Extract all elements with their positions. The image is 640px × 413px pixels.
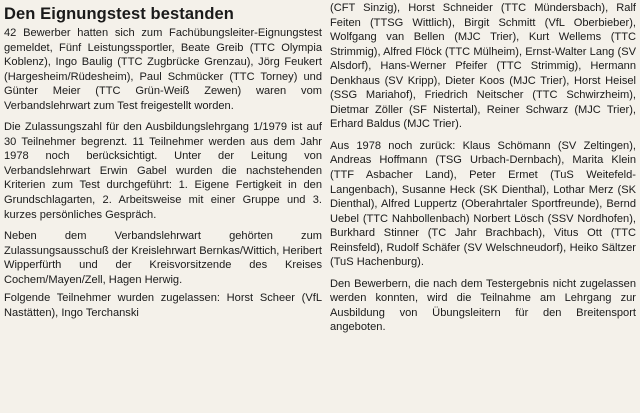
paragraph-from-1978: Aus 1978 noch zurück: Klaus Schömann (SV Zeltingen), Andreas Hoffmann (TSG Urbach-Dernbach), Marita Klein (TTF Asbacher Land), Peter Ermet (TuS Weitefeld-Langenbach), Susanne Heck (SK Dienthal), Lothar Merz (SK Dienthal), Alfred Luppertz (Oberahrtaler Sportfreunde), Bernd Uebel (TTC Nahbollenbach) Norbert Lösch (SSV Nordhofen), Burkhard Stinner (TC Jahr Brachbach), Vitus Ott (TTC Reinsfeld), Rudolf Schäfer (SV Welschneudorf), Heiko Sältzer (TuS Hachenburg). — [330, 139, 636, 269]
article-column-right — [330, 1, 636, 335]
article-column-left — [4, 26, 322, 320]
paragraph-closing: Den Bewerbern, die nach dem Testergebnis nicht zugelassen werden konnten, wird die Teilnahme am Lehrgang zur Ausbildung von Übungsleitern für den Breitensport angeboten. — [330, 277, 636, 334]
paragraph-applicants: 42 Bewerber hatten sich zum Fachübungsleiter-Eignungstest gemeldet, Fünf Leistungssportler, Beate Greib (TTC Olympia Koblenz), Ingo Baulig (TTC Zugbrücke Grenzau), Jörg Feukert (Hargesheim/Rüdesheim), Paul Schmücker (TTC Torney) und Günter Meier (TTC Grün-Weiß Zewen) waren vom Verbandslehrwart zum Test freigestellt worden. — [4, 27, 322, 112]
paragraph-admitted-start: Folgende Teilnehmer wurden zugelassen: Horst Scheer (VfL Nastätten), Ingo Terchanski — [4, 292, 322, 319]
paragraph-admission-criteria: Die Zulassungszahl für den Ausbildungslehrgang 1/1979 ist auf 30 Teilnehmer begrenzt. 11 Teilnehmer werden aus dem Jahr 1978 noch berücksichtigt. Unter der Leitung von Verbandslehrwart Erwin Gabel wurden die nachstehenden Kriterien zum Test durchgeführt: 1. Eigene Fertigkeit in den Grundschlagarten, 2. Arbeitsweise mit einer Gruppe und 3. kurzes persönliches Gespräch. — [4, 121, 322, 221]
paragraph-committee: Neben dem Verbandslehrwart gehörten zum Zulassungsausschuß der Kreislehrwart Bernkas/Wittich, Heribert Wipperfürth und der Kreisvorsitzende des Kreises Cochem/Mayen/Zell, Hagen Herwig. — [4, 230, 322, 286]
paragraph-admitted-list: (CFT Sinzig), Horst Schneider (TTC Mündersbach), Ralf Feiten (TTSG Wittlich), Birgit Schmitt (VfL Oberbieber), Wolfgang van Bellen (MJC Trier), Kurt Wellems (TTC Strimmig), Alfred Flöck (TTC Mülheim), Ernst-Walter Lang (SV Alsdorf), Hans-Werner Pfeifer (TTC Strimmig), Hermann Denkhaus (SV Kripp), Dieter Koos (MJC Trier), Horst Heisel (SSG Mariahof), Friedrich Neitscher (TTC Schwirzheim), Dietmar Zöller (SF Nistertal), Reiner Schwarz (MJC Trier), Erhard Baldus (MJC Trier). — [330, 2, 636, 131]
article-headline: Den Eignungstest bestanden — [4, 5, 234, 23]
